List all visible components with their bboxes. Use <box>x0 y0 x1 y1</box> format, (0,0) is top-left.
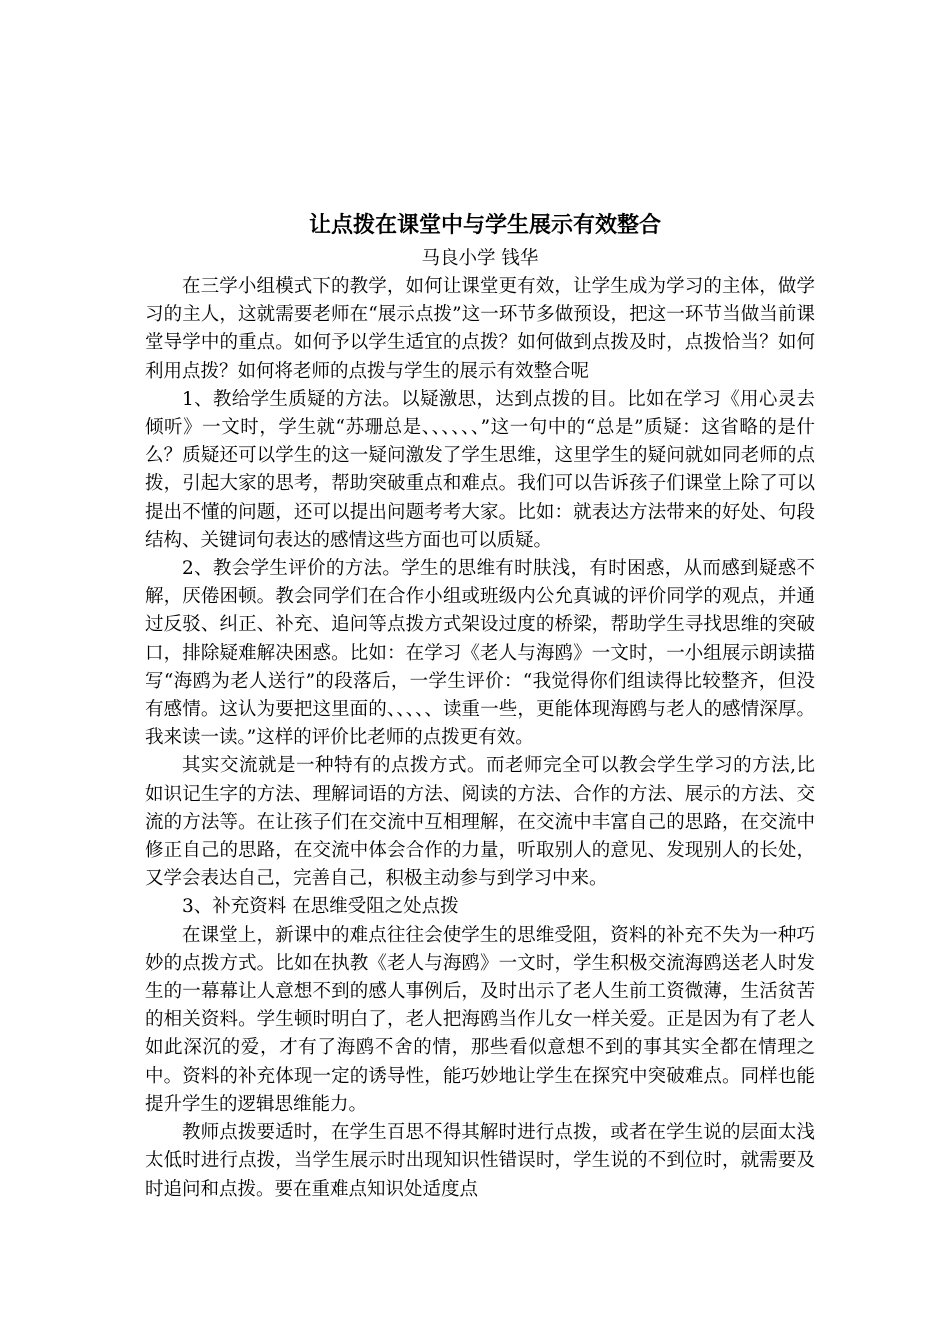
document-page <box>145 205 815 1204</box>
paragraph-communication: 其实交流就是一种特有的点拨方式。而老师完全可以教会学生学习的方法,比如识记生字的方法、理解词语的方法、阅读的方法、合作的方法、展示的方法、交流的方法等。在让孩子们在交流中互相理解，在交流中丰富自己的思路，在交流中修正自己的思路，在交流中体会合作的力量，听取别人的意见、发现别人的长处，又学会表达自己，完善自己，积极主动参与到学习中来。 <box>145 755 815 890</box>
paragraph-intro: 在三学小组模式下的教学，如何让课堂更有效，让学生成为学习的主体，做学习的主人，这就需要老师在“展示点拨”这一环节多做预设，把这一环节当做当前课堂导学中的重点。如何予以学生适宜的点拨？如何做到点拨及时，点拨恰当？如何利用点拨？如何将老师的点拨与学生的展示有效整合呢 <box>145 276 815 382</box>
document-title: 让点拨在课堂中与学生展示有效整合 <box>308 212 661 238</box>
paragraph-evaluation: 2、教会学生评价的方法。学生的思维有时肤浅，有时困惑，从而感到疑惑不解，厌倦困顿。教会同学们在合作小组或班级内公允真诚的评价同学的观点，并通过反驳、纠正、补充、追问等点拨方式架设过度的桥梁，帮助学生寻找思维的突破口，排除疑难解决困惑。比如：在学习《老人与海鸥》一文时，一小组展示朗读描写“海鸥为老人送行”的段落后，一学生评价：“我觉得你们组读得比较整齐，但没有感情。这认为要把这里面的、、、、、读重一些，更能体现海鸥与老人的感情深厚。我来读一读。”这样的评价比老师的点拨更有效。 <box>145 558 815 749</box>
paragraph-questioning: 1、教给学生质疑的方法。以疑激思，达到点拨的目。比如在学习《用心灵去倾听》一文时，学生就“苏珊总是、、、、、、”这一句中的“总是”质疑：这省略的是什么？质疑还可以学生的这一疑问激发了学生思维，这里学生的疑问就如同老师的点拨，引起大家的思考，帮助突破重点和难点。我们可以告诉孩子们课堂上除了可以提出不懂的问题，还可以提出问题考考大家。比如：就表达方法带来的好处、句段结构、关键词句表达的感情这些方面也可以质疑。 <box>145 388 815 551</box>
paragraph-materials: 在课堂上，新课中的难点往往会使学生的思维受阻，资料的补充不失为一种巧妙的点拨方式。比如在执教《老人与海鸥》一文时，学生积极交流海鸥送老人时发生的一幕幕让人意想不到的感人事例后，及时出示了老人生前工资微薄，生活贫苦的相关资料。学生顿时明白了，老人把海鸥当作儿女一样关爱。正是因为有了老人如此深沉的爱，才有了海鸥不舍的情，那些看似意想不到的事其实全都在情理之中。资料的补充体现一定的诱导性，能巧妙地让学生在探究中突破难点。同样也能提升学生的逻辑思维能力。 <box>145 924 815 1115</box>
document-author: 马良小学 钱华 <box>421 248 539 269</box>
paragraph-timing: 教师点拨要适时，在学生百思不得其解时进行点拨，或者在学生说的层面太浅太低时进行点拨，当学生展示时出现知识性错误时，学生说的不到位时，就需要及时追问和点拨。要在重难点知识处适度点 <box>145 1122 815 1200</box>
section-heading-materials: 3、补充资料 在思维受阻之处点拨 <box>182 896 459 918</box>
